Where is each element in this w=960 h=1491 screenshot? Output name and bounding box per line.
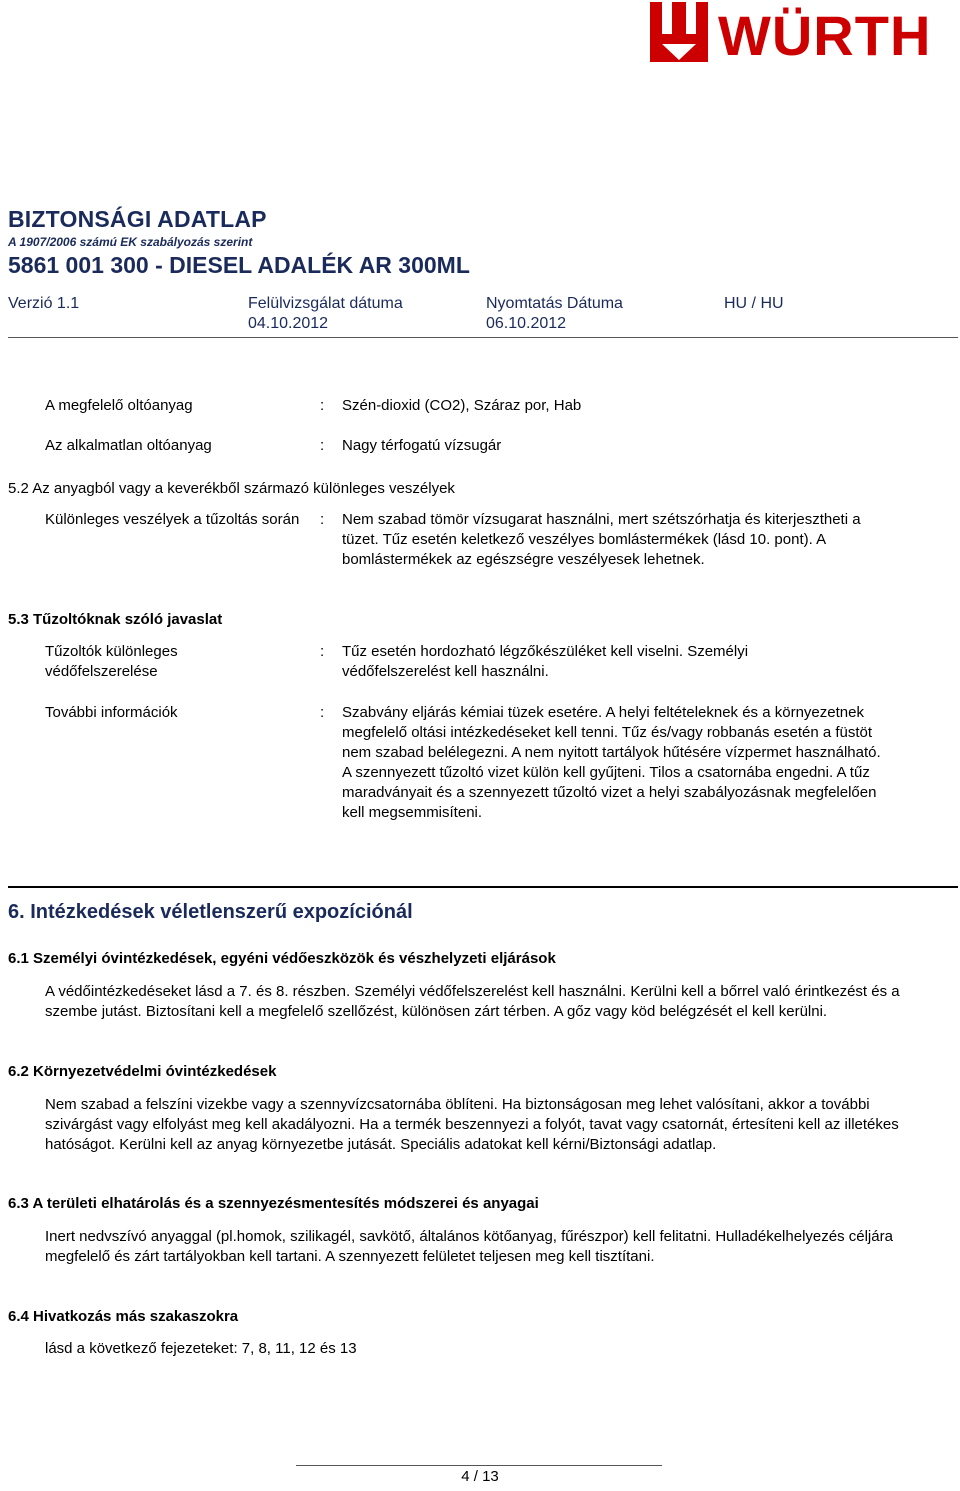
regulation-subtitle: A 1907/2006 számú EK szabályozás szerint — [8, 235, 253, 249]
section-6-2-heading: 6.2 Környezetvédelmi óvintézkedések — [8, 1063, 277, 1080]
footer-divider — [296, 1465, 662, 1466]
section-5-2-heading: 5.2 Az anyagból vagy a keverékből származó különleges veszélyek — [8, 480, 455, 497]
wurth-logo — [648, 0, 956, 70]
colon: : — [320, 643, 325, 660]
section-6-4-heading: 6.4 Hivatkozás más szakaszokra — [8, 1308, 239, 1325]
firefighter-equipment-value: Tűz esetén hordozható légzőkészüléket kell viselni. Személyi védőfelszerelést kell használni. — [342, 643, 749, 680]
colon: : — [320, 511, 325, 528]
section-divider — [8, 886, 958, 888]
print-label: Nyomtatás Dátuma — [486, 295, 623, 312]
section-6-3-text: Inert nedvszívó anyaggal (pl.homok, szilikagél, savkötő, általános kötőanyag, fűrészpor) kell felitatni. Hulladékelhelyezés céljára megfelelő és zárt tartályokban kell tartani. A szennyezett felületet teljesen meg kell tisztítani. — [45, 1228, 893, 1265]
section-6-1-heading: 6.1 Személyi óvintézkedések, egyéni védőeszközök és vészhelyzeti eljárások — [8, 950, 556, 967]
document-title: BIZTONSÁGI ADATLAP — [8, 206, 267, 232]
colon: : — [320, 437, 325, 454]
suitable-extinguisher-label: A megfelelő oltóanyag — [45, 397, 193, 414]
section-6-2-text: Nem szabad a felszíni vizekbe vagy a szennyvízcsatornába öblíteni. Ha biztonságosan meg lehet valósítani, akkor a további szivárgást vagy elfolyást meg kell akadályozni. Ha a termék beszennyezi a folyót, tavat vagy csatornát, értesíteni kell az illetékes hatóságot. Kerülni kell az anyag környezetbe jutását. Speciális adatokat kell kérni/Biztonsági adatlap. — [45, 1096, 899, 1153]
revision-date: 04.10.2012 — [248, 315, 329, 332]
further-info-value: Szabvány eljárás kémiai tüzek esetére. A helyi feltételeknek és a környezetnek megfelelő oltási intézkedéseket kell tenni. Tűz és/vagy robbanás esetén a füstöt nem szabad belélegezni. A nem nyitott tartályok hűtésére vízpermet használható. A szennyezett tűzoltó vizet külön kell gyűjteni. Tilos a csatornába engedni. A tűz maradványait és a szennyezett tűzoltó vizet a helyi szabályozásnak megfelelően kell megsemmisíteni. — [342, 704, 881, 821]
special-hazards-value: Nem szabad tömör vízsugarat használni, mert szétszórhatja és kiterjesztheti a tüzet. Tűz esetén keletkező veszélyes bomlástermékek (lásd 10. pont). A bomlástermékek az egészségre veszélyesek lehetnek. — [342, 511, 861, 568]
colon: : — [320, 397, 325, 414]
colon: : — [320, 704, 325, 721]
revision-label: Felülvizsgálat dátuma — [248, 295, 403, 312]
svg-text:WÜRTH: WÜRTH — [718, 4, 932, 67]
firefighter-equipment-label: Tűzoltók különleges védőfelszerelése — [45, 643, 178, 680]
section-6-4-text: lásd a következő fejezeteket: 7, 8, 11, 12 és 13 — [45, 1340, 357, 1357]
revision-block — [248, 294, 403, 334]
section-6-3-heading: 6.3 A területi elhatárolás és a szennyezésmentesítés módszerei és anyagai — [8, 1195, 539, 1212]
print-date: 06.10.2012 — [486, 315, 567, 332]
locale-label: HU / HU — [724, 295, 784, 312]
page-number: 4 / 13 — [461, 1468, 499, 1485]
unsuitable-extinguisher-value: Nagy térfogatú vízsugár — [342, 437, 502, 454]
print-block — [486, 294, 623, 334]
section-5-3-heading: 5.3 Tűzoltóknak szóló javaslat — [8, 611, 223, 628]
further-info-label: További információk — [45, 704, 178, 721]
unsuitable-extinguisher-label: Az alkalmatlan oltóanyag — [45, 437, 212, 454]
product-name: 5861 001 300 - DIESEL ADALÉK AR 300ML — [8, 252, 470, 278]
version-label: Verzió 1.1 — [8, 295, 80, 312]
suitable-extinguisher-value: Szén-dioxid (CO2), Száraz por, Hab — [342, 397, 582, 414]
section-6-1-text: A védőintézkedéseket lásd a 7. és 8. részben. Személyi védőfelszerelést kell használni. Kerülni kell a bőrrel való érintkezést és a szembe jutást. Biztosítani kell a megfelelő szellőzést, különösen zárt térben. A gőz vagy köd belégzését el kell kerülni. — [45, 983, 900, 1020]
special-hazards-label: Különleges veszélyek a tűzoltás során — [45, 511, 300, 528]
section-6-title: 6. Intézkedések véletlenszerű expozíciónál — [8, 901, 413, 923]
header-divider — [8, 337, 958, 338]
